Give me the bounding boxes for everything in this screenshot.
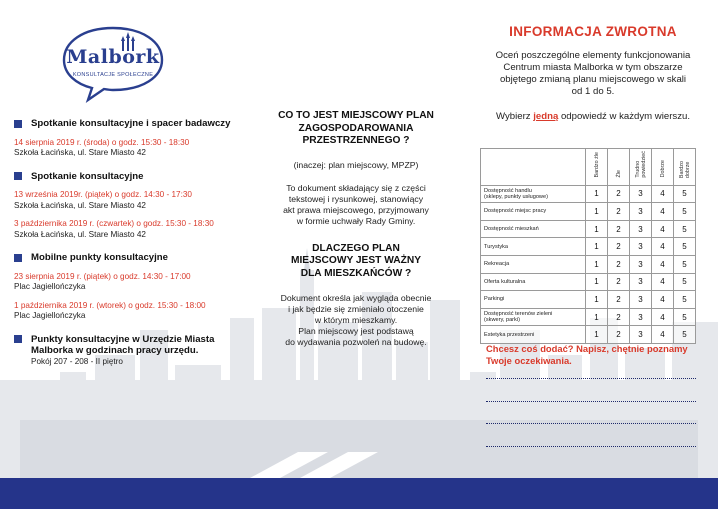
rating-option[interactable]: 1	[586, 238, 608, 256]
rating-option[interactable]: 2	[608, 185, 630, 203]
rating-option[interactable]: 4	[652, 203, 674, 221]
feedback-title: INFORMACJA ZWROTNA	[509, 24, 677, 39]
rating-row-label: Dostępność miejsc pracy	[481, 203, 586, 221]
rating-option[interactable]: 1	[586, 308, 608, 326]
rating-option[interactable]: 2	[608, 220, 630, 238]
comment-line[interactable]	[486, 401, 696, 402]
rating-option[interactable]: 5	[674, 238, 696, 256]
event-date: 23 sierpnia 2019 r. (piątek) o godz. 14:30 - 17:00	[14, 271, 191, 281]
scale-header: Bardzo dobrze	[674, 149, 696, 186]
rating-row	[481, 256, 696, 274]
event-date: 14 sierpnia 2019 r. (środa) o godz. 15:30 - 18:30	[14, 137, 190, 147]
rating-row-label: Dostępność mieszkań	[481, 220, 586, 238]
rating-row	[481, 185, 696, 203]
rating-row-label: Dostępność terenów zieleni (skwery, parki)	[481, 308, 586, 326]
rating-option[interactable]: 2	[608, 256, 630, 274]
rating-option[interactable]: 5	[674, 256, 696, 274]
rating-option[interactable]: 5	[674, 203, 696, 221]
event-place: Szkoła Łacińska, ul. Stare Miasto 42	[14, 229, 146, 239]
rating-option[interactable]: 3	[630, 203, 652, 221]
rating-option[interactable]: 2	[608, 273, 630, 291]
rating-option[interactable]: 5	[674, 326, 696, 344]
add-comment-prompt: Chcesz coś dodać? Napisz, chętnie poznamy Twoje oczekiwania.	[486, 343, 688, 366]
event	[14, 190, 254, 211]
plan-abbreviation: (inaczej: plan miejscowy, MPZP)	[293, 159, 419, 170]
event-place: Szkoła Łacińska, ul. Stare Miasto 42	[14, 200, 146, 210]
rating-row	[481, 291, 696, 309]
rating-option[interactable]: 4	[652, 256, 674, 274]
rating-row	[481, 203, 696, 221]
feedback-section	[476, 24, 710, 122]
rating-option[interactable]: 4	[652, 185, 674, 203]
event-place: Plac Jagiellończyka	[14, 282, 86, 291]
event-date: 3 października 2019 r. (czwartek) o godz. 15:30 - 18:30	[14, 219, 214, 228]
feedback-instruction: Wybierz jedną odpowiedź w każdym wierszu.	[496, 111, 690, 122]
answer-why-important: Dokument określa jak wygląda obecnie i jak będzie się zmieniało otoczenie w którym mieszkamy. Plan miejscowy jest podstawą do wydawania pozwoleń na budowę.	[280, 293, 432, 347]
consultation-schedule	[14, 118, 254, 367]
rating-option[interactable]: 2	[608, 203, 630, 221]
rating-option[interactable]: 2	[608, 308, 630, 326]
rating-option[interactable]: 4	[652, 273, 674, 291]
event-place: Szkoła Łacińska, ul. Stare Miasto 42	[14, 148, 146, 157]
rating-option[interactable]: 1	[586, 291, 608, 309]
rating-row	[481, 238, 696, 256]
scale-header: Bardzo źle	[586, 149, 608, 186]
feedback-intro: Oceń poszczególne elementy funkcjonowania Centrum miasta Malborka w tym obszarze objętego zmianą planu miejscowego w skali od 1 do 5.	[495, 50, 691, 97]
logo-subtitle: KONSULTACJE SPOŁECZNE	[72, 72, 154, 78]
scale-header: Trudno powiedzieć	[630, 149, 652, 186]
event	[14, 272, 254, 293]
rating-option[interactable]: 4	[652, 291, 674, 309]
section-title: Spotkanie konsultacyjne	[14, 171, 254, 183]
comment-line[interactable]	[486, 446, 696, 447]
square-bullet-icon	[14, 254, 22, 262]
rating-row	[481, 273, 696, 291]
rating-option[interactable]: 1	[586, 220, 608, 238]
scale-header: Źle	[608, 149, 630, 186]
plan-explanation	[262, 110, 450, 348]
rating-row	[481, 308, 696, 326]
rating-option[interactable]: 3	[630, 326, 652, 344]
event-place: Plac Jagiellończyka	[14, 311, 86, 320]
scale-header: Dobrze	[652, 149, 674, 186]
rating-row-label: Dostępność handlu (sklepy, punkty usługowe)	[481, 185, 586, 203]
rating-option[interactable]: 5	[674, 291, 696, 309]
rating-option[interactable]: 3	[630, 185, 652, 203]
rating-option[interactable]: 1	[586, 273, 608, 291]
rating-row	[481, 326, 696, 344]
rating-option[interactable]: 3	[630, 273, 652, 291]
rating-option[interactable]: 1	[586, 326, 608, 344]
rating-option[interactable]: 4	[652, 220, 674, 238]
question-why-important: DLACZEGO PLAN MIEJSCOWY JEST WAŻNY DLA MIESZKAŃCÓW ?	[290, 242, 421, 279]
answer-what-is-plan: To dokument składający się z części tekstowej i rysunkowej, stanowiący akt prawa miejscowego, przyjmowany w formie uchwały Rady Gminy.	[283, 182, 429, 226]
rating-option[interactable]: 3	[630, 308, 652, 326]
rating-row-label: Turystyka	[481, 238, 586, 256]
rating-option[interactable]: 3	[630, 256, 652, 274]
square-bullet-icon	[14, 172, 22, 180]
malbork-logo	[58, 22, 168, 104]
event	[14, 138, 254, 159]
question-what-is-plan: CO TO JEST MIEJSCOWY PLAN ZAGOSPODAROWANIA PRZESTRZENNEGO ?	[278, 110, 434, 146]
rating-option[interactable]: 5	[674, 185, 696, 203]
rating-option[interactable]: 3	[630, 220, 652, 238]
section-title: Mobilne punkty konsultacyjne	[14, 252, 254, 264]
rating-option[interactable]: 5	[674, 220, 696, 238]
rating-option[interactable]: 5	[674, 308, 696, 326]
section-title: Spotkanie konsultacyjne i spacer badawczy	[14, 118, 254, 130]
rating-option[interactable]: 1	[586, 256, 608, 274]
rating-option[interactable]: 3	[630, 238, 652, 256]
rating-option[interactable]: 4	[652, 238, 674, 256]
logo-name: Malbork	[66, 46, 160, 68]
square-bullet-icon	[14, 335, 22, 343]
rating-option[interactable]: 1	[586, 203, 608, 221]
rating-option[interactable]: 2	[608, 291, 630, 309]
rating-row-label: Oferta kulturalna	[481, 273, 586, 291]
rating-option[interactable]: 3	[630, 291, 652, 309]
rating-row-label: Parkingi	[481, 291, 586, 309]
comment-line[interactable]	[486, 378, 696, 379]
rating-option[interactable]: 1	[586, 185, 608, 203]
rating-option[interactable]: 4	[652, 326, 674, 344]
room-info: Pokój 207 - 208 - II piętro	[31, 356, 123, 366]
section-title: Punkty konsultacyjne w Urzędzie Miasta Malborka w godzinach pracy urzędu.	[14, 334, 254, 357]
rating-table	[480, 148, 696, 344]
rating-option[interactable]: 5	[674, 273, 696, 291]
square-bullet-icon	[14, 120, 22, 128]
comment-line[interactable]	[486, 423, 696, 424]
event	[14, 301, 254, 322]
rating-option[interactable]: 2	[608, 238, 630, 256]
rating-row	[481, 220, 696, 238]
event	[14, 219, 254, 240]
rating-option[interactable]: 4	[652, 308, 674, 326]
event-date: 13 września 2019r. (piątek) o godz. 14:30 - 17:30	[14, 190, 192, 199]
rating-option[interactable]: 2	[608, 326, 630, 344]
comment-lines[interactable]	[486, 378, 696, 468]
rating-row-label: Estetyka przestrzeni	[481, 326, 586, 344]
event-date: 1 października 2019 r. (wtorek) o godz. 15:30 - 18:00	[14, 300, 206, 310]
rating-row-label: Rekreacja	[481, 256, 586, 274]
